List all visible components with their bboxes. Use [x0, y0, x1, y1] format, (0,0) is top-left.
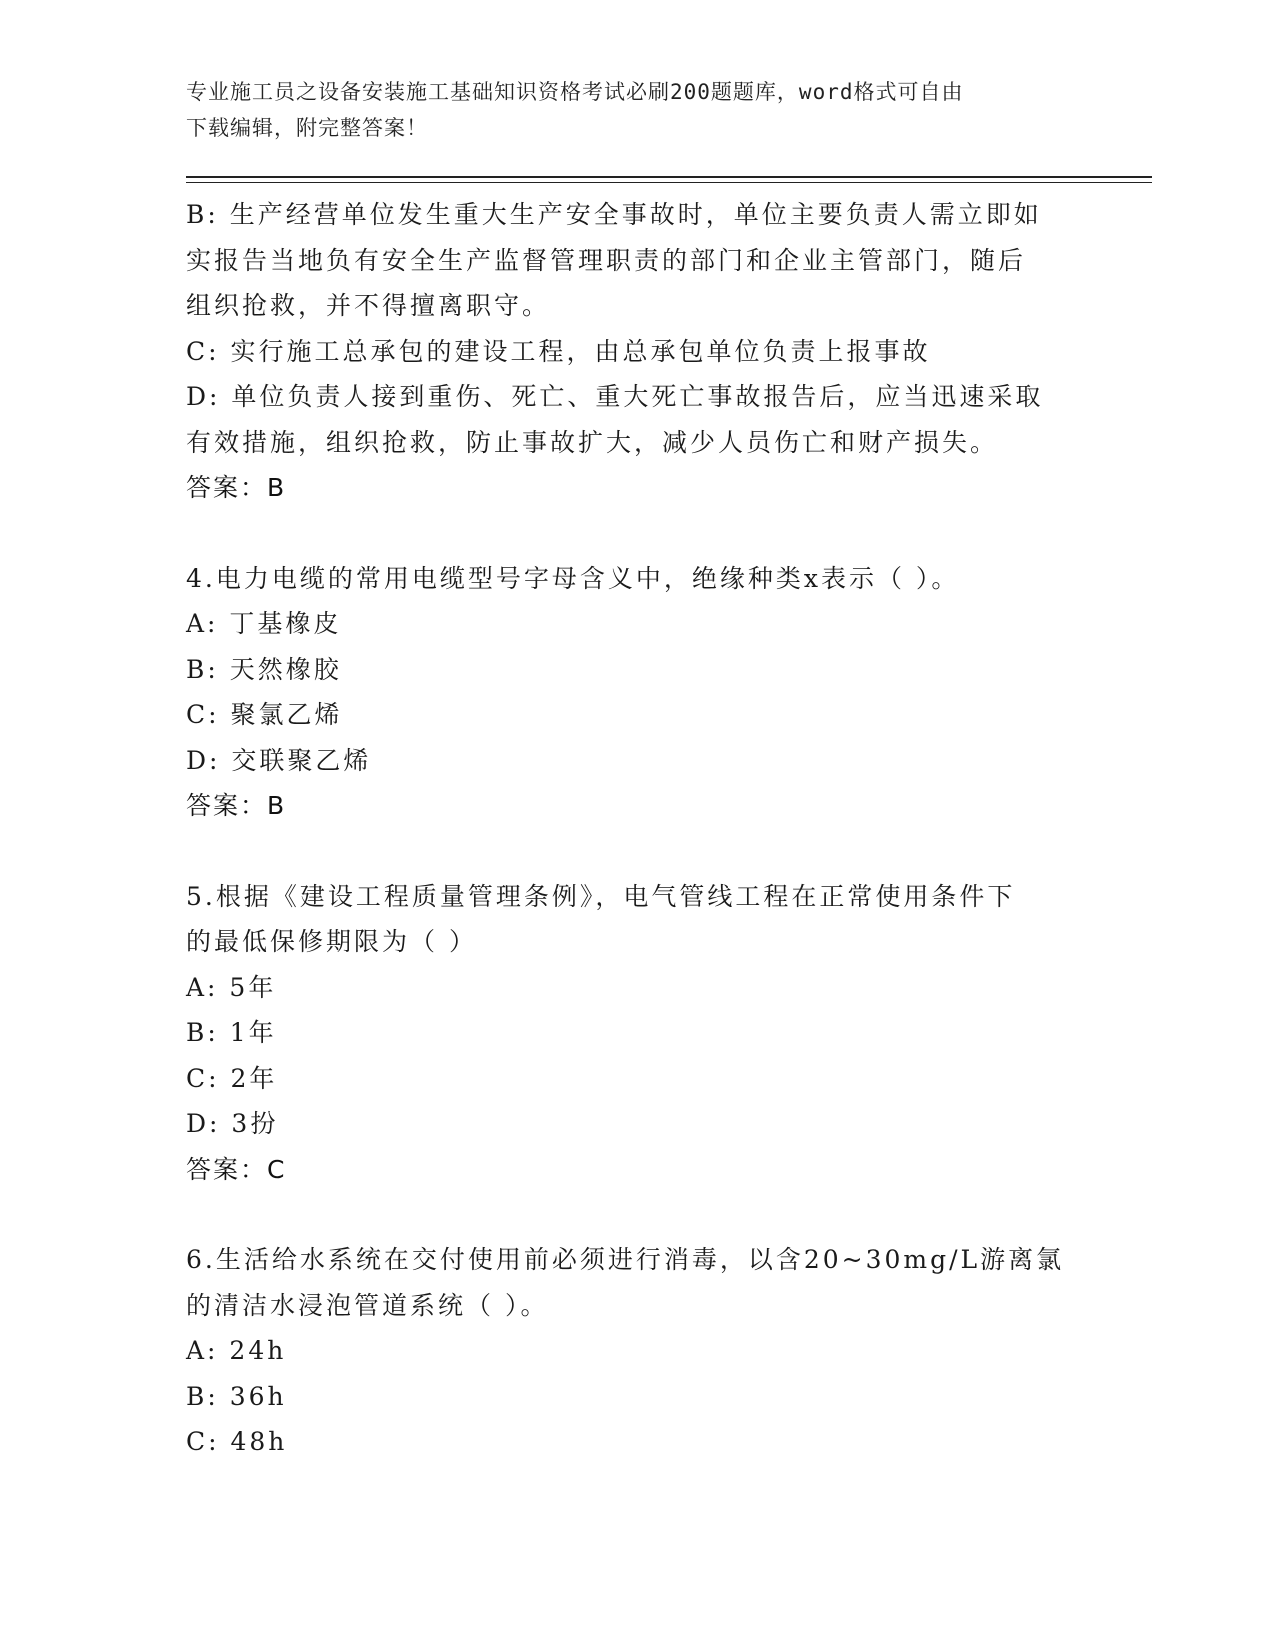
- q4-answer: 答案：B: [186, 791, 287, 820]
- spacer: [186, 511, 1086, 556]
- q6-question-line-2: 的清洁水浸泡管道系统（ ）。: [186, 1290, 549, 1320]
- question-content: [186, 192, 1086, 1465]
- header-title-line-1: 专业施工员之设备安装施工基础知识资格考试必刷200题题库，word格式可自由: [186, 80, 964, 104]
- q3-answer: 答案：B: [186, 473, 287, 502]
- header-divider-thin: [186, 182, 1152, 183]
- q4-option-d: D: 交联聚乙烯: [186, 745, 372, 775]
- q3-option-d-line-1: D: 单位负责人接到重伤、死亡、重大死亡事故报告后，应当迅速采取: [186, 382, 1044, 411]
- document-header: [186, 74, 1066, 146]
- question-6-block: [186, 1237, 1086, 1465]
- q6-option-c: C: 48h: [186, 1427, 288, 1456]
- spacer: [186, 1192, 1086, 1237]
- q3-option-b-line-3: 组织抢救，并不得擅离职守。: [186, 291, 551, 320]
- question-5-block: [186, 874, 1086, 1193]
- q4-option-a: A: 丁基橡皮: [186, 609, 342, 638]
- q4-option-c: C: 聚氯乙烯: [186, 700, 343, 729]
- question-3-block: [186, 192, 1086, 511]
- q6-question-line-1: 6.生活给水系统在交付使用前必须进行消毒，以含20~30mg/L游离氯: [186, 1245, 1065, 1274]
- q3-option-b-line-1: B: 生产经营单位发生重大生产安全事故时，单位主要负责人需立即如: [186, 200, 1042, 229]
- spacer: [186, 829, 1086, 874]
- q5-question-line-2: 的最低保修期限为（ ）: [186, 927, 477, 956]
- q5-question-line-1: 5.根据《建设工程质量管理条例》，电气管线工程在正常使用条件下: [186, 881, 1016, 911]
- q5-option-d: D: 3扮: [186, 1109, 279, 1138]
- question-4-block: [186, 556, 1086, 829]
- q4-question: 4.电力电缆的常用电缆型号字母含义中，绝缘种类x表示（ ）。: [186, 563, 960, 593]
- q5-option-b: B: 1年: [186, 1018, 277, 1047]
- q6-option-a: A: 24h: [186, 1336, 287, 1365]
- q3-option-b-line-2: 实报告当地负有安全生产监督管理职责的部门和企业主管部门，随后: [186, 245, 1027, 275]
- q6-option-b: B: 36h: [186, 1381, 287, 1411]
- q4-option-b: B: 天然橡胶: [186, 654, 342, 684]
- q3-option-c: C: 实行施工总承包的建设工程，由总承包单位负责上报事故: [186, 336, 931, 366]
- q5-answer: 答案：C: [186, 1154, 287, 1184]
- header-title-line-2: 下载编辑，附完整答案！: [186, 116, 428, 140]
- q5-option-a: A: 5年: [186, 972, 277, 1002]
- q5-option-c: C: 2年: [186, 1063, 278, 1093]
- header-divider-thick: [186, 176, 1152, 178]
- q3-option-d-line-2: 有效措施，组织抢救，防止事故扩大，减少人员伤亡和财产损失。: [186, 427, 999, 457]
